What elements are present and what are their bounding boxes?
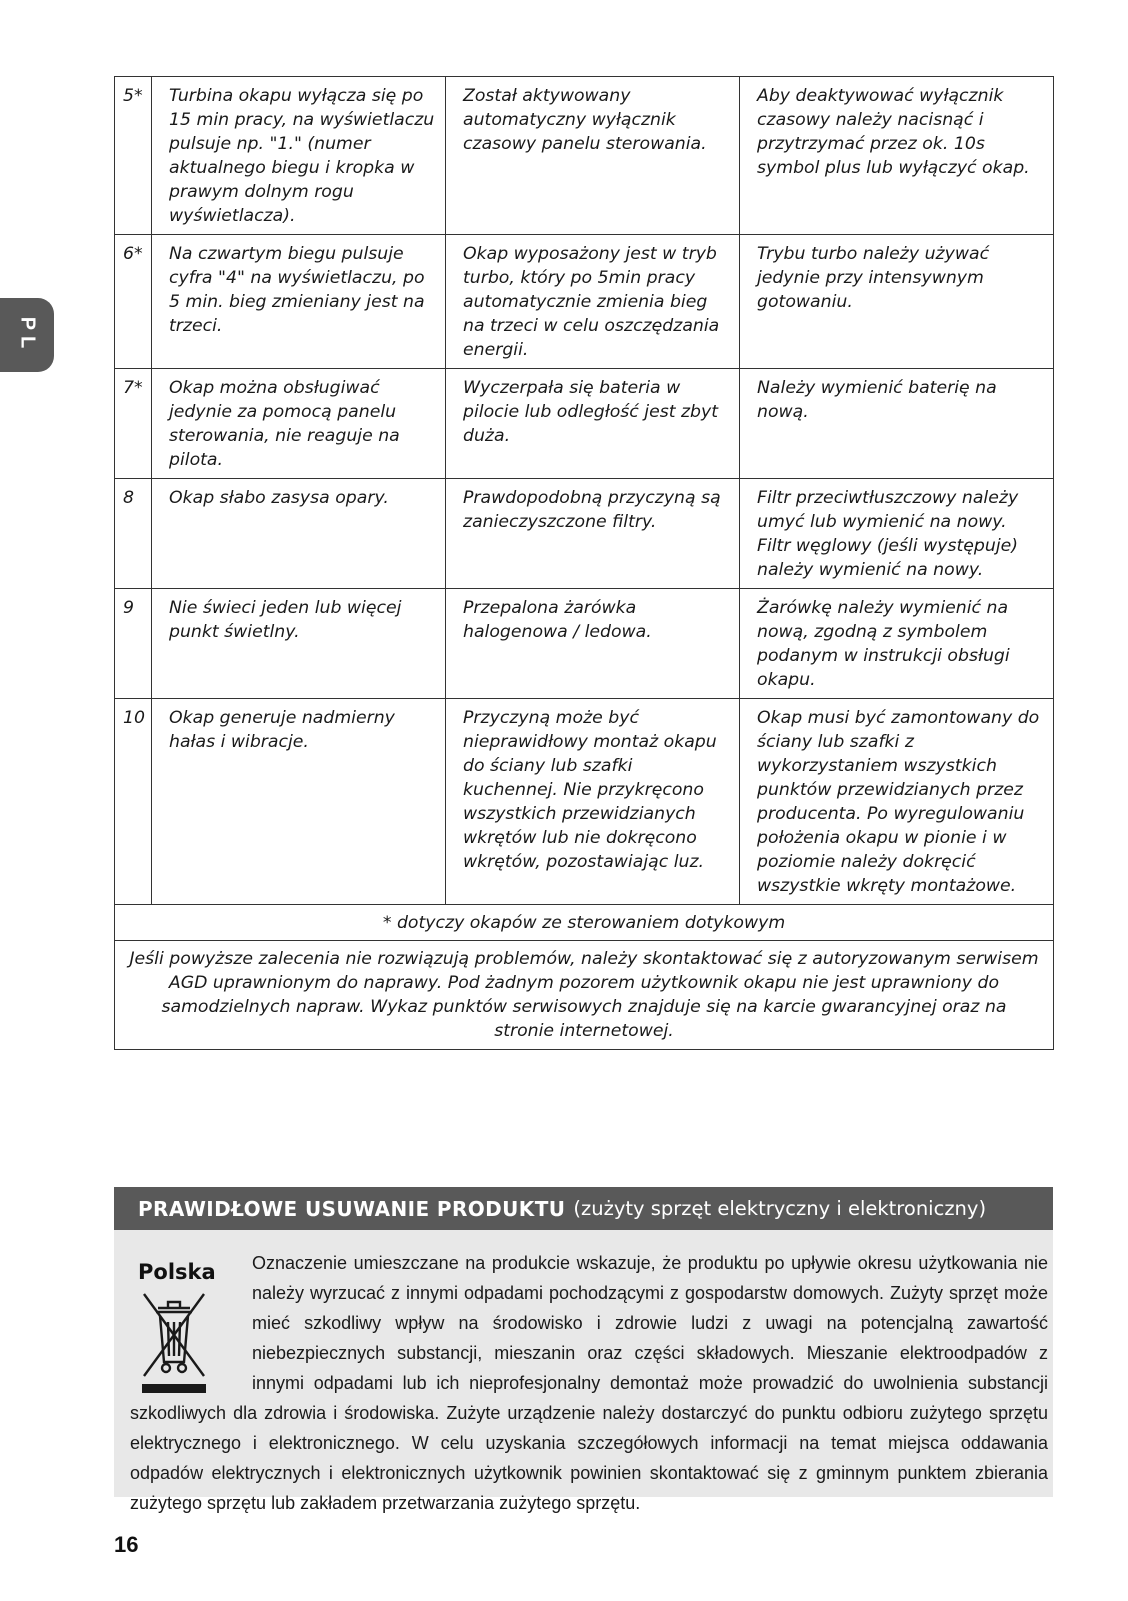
disposal-header [114, 1187, 1053, 1230]
table-row [115, 235, 1054, 369]
disposal-title: PRAWIDŁOWE USUWANIE PRODUKTU [138, 1196, 566, 1221]
table-row [115, 369, 1054, 479]
country-label: Polska [138, 1260, 216, 1284]
footnote: * dotyczy okapów ze sterowaniem dotykowym [115, 905, 1054, 941]
cause-cell: Przyczyną może być nieprawidłowy montaż okapu do ściany lub szafki kuchennej. Nie przykręcono wszystkich przewidzianych wkrętów lub nie dokręcono wkrętów, pozostawiając luz. [446, 699, 740, 905]
row-number: 5* [115, 77, 152, 235]
problem-cell: Okap słabo zasysa opary. [152, 479, 446, 589]
row-number: 6* [115, 235, 152, 369]
solution-cell: Żarówkę należy wymienić na nową, zgodną z symbolem podanym w instrukcji obsługi okapu. [740, 589, 1054, 699]
row-number: 10 [115, 699, 152, 905]
table-row [115, 589, 1054, 699]
disposal-text-block [130, 1248, 1048, 1518]
solution-cell: Okap musi być zamontowany do ściany lub szafki z wykorzystaniem wszystkich punktów przewidzianych przez producenta. Po wyregulowaniu położenia okapu w pionie i w poziomie należy dokręcić wszystkie wkręty montażowe. [740, 699, 1054, 905]
row-number: 9 [115, 589, 152, 699]
solution-cell: Aby deaktywować wyłącznik czasowy należy nacisnąć i przytrzymać przez ok. 10s symbol plus lub wyłączyć okap. [740, 77, 1054, 235]
table-row [115, 479, 1054, 589]
service-note: Jeśli powyższe zalecenia nie rozwiązują problemów, należy skontaktować się z autoryzowanym serwisem AGD uprawnionym do naprawy. Pod żadnym pozorem użytkownik okapu nie jest uprawniony do samodzielnych napraw. Wykaz punktów serwisowych znajduje się na karcie gwarancyjnej oraz na stronie internetowej. [115, 941, 1054, 1050]
language-tab [0, 298, 54, 372]
troubleshooting-table [114, 76, 1054, 1050]
disposal-text: Oznaczenie umieszczane na produkcie wskazuje, że produktu po upływie okresu użytkowania nie należy wyrzucać z innymi odpadami pochodzącymi z gospodarstw domowych. Zużyty sprzęt może mieć szkodliwy wpływ na środowisko i zdrowie ludzi z uwagi na potencjalną zawartość niebezpiecznych substancji, mieszanin oraz części składowych. Mieszanie elektroodpadów z innymi odpadami lub ich nieprofesjonalny demontaż może prowadzić do uwolnienia substancji szkodliwych dla zdrowia i środowiska. Zużyte urządzenie należy dostarczyć do punktu odbioru zużytego sprzętu elektrycznego i elektronicznego. W celu uzyskania szczegółowych informacji na temat miejsca oddawania odpadów elektrycznych i elektronicznych użytkownik powinien skontaktować się z gminnym punktem zbierania zużytego sprzętu lub zakładem przetwarzania zużytego sprzętu. [130, 1253, 1048, 1513]
row-number: 7* [115, 369, 152, 479]
footnote-row [115, 905, 1054, 941]
problem-cell: Nie świeci jeden lub więcej punkt świetlny. [152, 589, 446, 699]
problem-cell: Okap można obsługiwać jedynie za pomocą panelu sterowania, nie reaguje na pilota. [152, 369, 446, 479]
cause-cell: Przepalona żarówka halogenowa / ledowa. [446, 589, 740, 699]
language-tab-label: PL [16, 316, 39, 354]
disposal-subtitle: (zużyty sprzęt elektryczny i elektroniczny) [573, 1197, 987, 1220]
table-row [115, 77, 1054, 235]
page-number: 16 [114, 1532, 139, 1557]
cause-cell: Prawdopodobną przyczyną są zanieczyszczone filtry. [446, 479, 740, 589]
disposal-info-box [114, 1230, 1053, 1513]
problem-cell: Turbina okapu wyłącza się po 15 min pracy, na wyświetlaczu pulsuje np. "1." (numer aktualnego biegu i kropka w prawym dolnym rogu wyświetlacza). [152, 77, 446, 235]
service-note-row [115, 941, 1054, 1050]
solution-cell: Filtr przeciwtłuszczowy należy umyć lub wymienić na nowy. Filtr węglowy (jeśli występuje) należy wymienić na nowy. [740, 479, 1054, 589]
table-row [115, 699, 1054, 905]
solution-cell: Trybu turbo należy używać jedynie przy intensywnym gotowaniu. [740, 235, 1054, 369]
row-number: 8 [115, 479, 152, 589]
weee-crossed-bin-icon [138, 1288, 210, 1398]
cause-cell: Wyczerpała się bateria w pilocie lub odległość jest zbyt duża. [446, 369, 740, 479]
problem-cell: Okap generuje nadmierny hałas i wibracje. [152, 699, 446, 905]
problem-cell: Na czwartym biegu pulsuje cyfra "4" na wyświetlaczu, po 5 min. bieg zmieniany jest na trzeci. [152, 235, 446, 369]
solution-cell: Należy wymienić baterię na nową. [740, 369, 1054, 479]
cause-cell: Został aktywowany automatyczny wyłącznik czasowy panelu sterowania. [446, 77, 740, 235]
cause-cell: Okap wyposażony jest w tryb turbo, który po 5min pracy automatycznie zmienia bieg na trzeci w celu oszczędzania energii. [446, 235, 740, 369]
